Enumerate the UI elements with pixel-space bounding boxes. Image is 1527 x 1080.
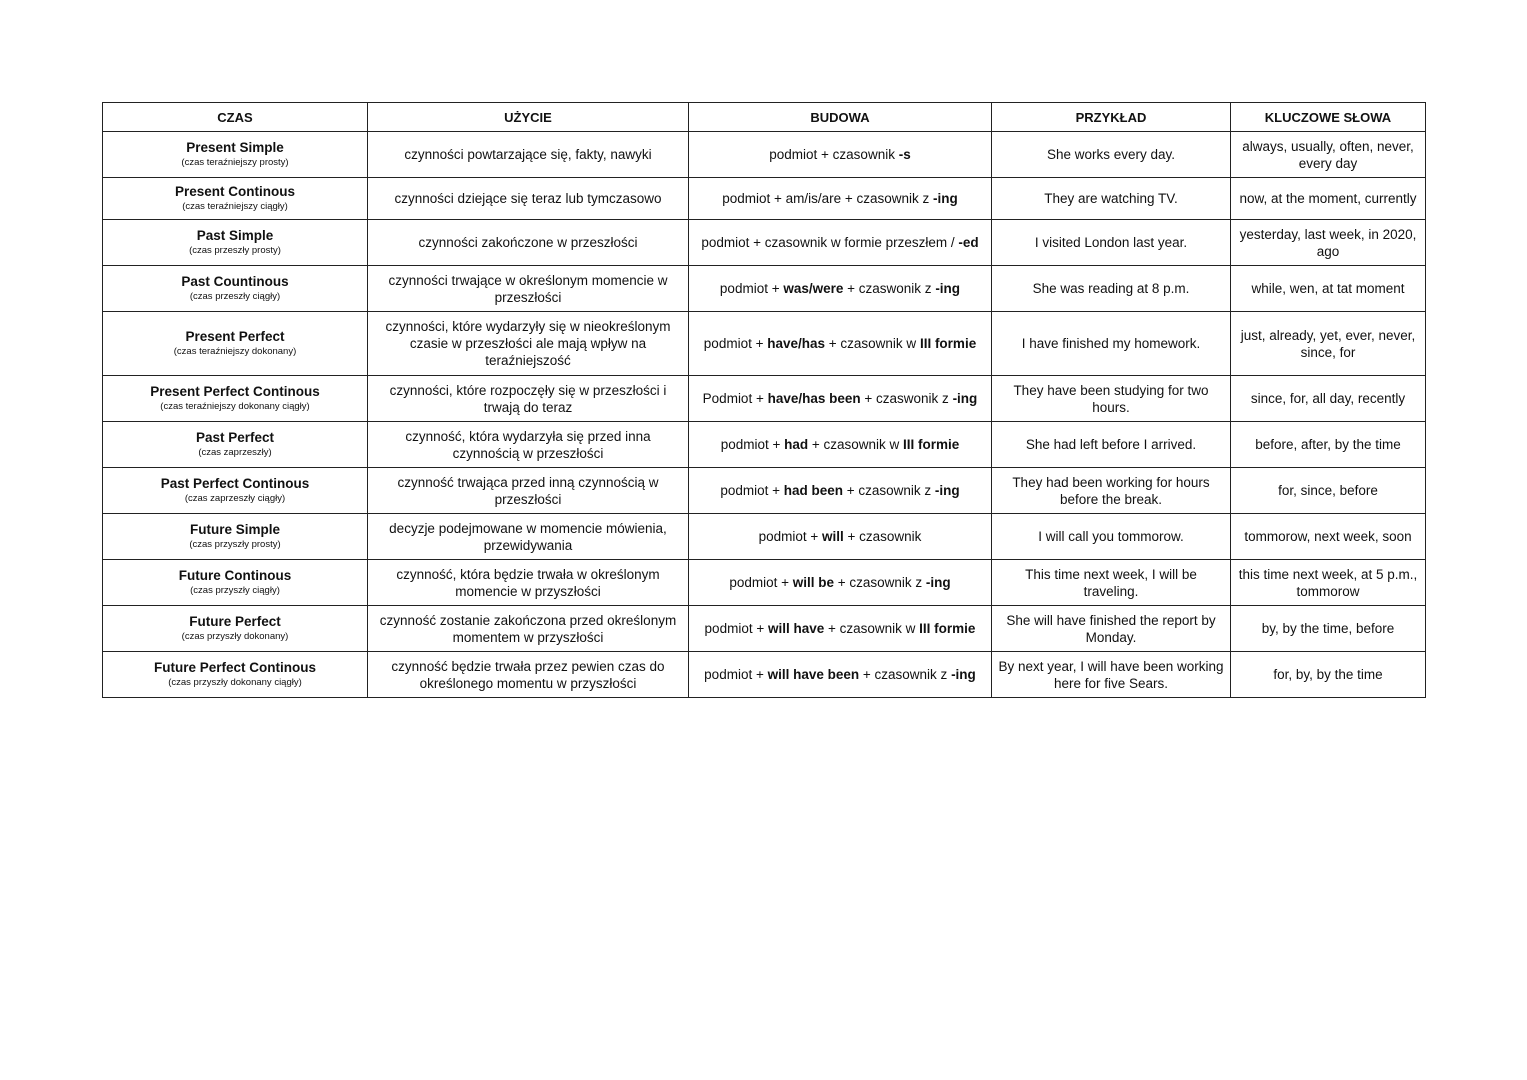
structure-keyword: -s — [898, 147, 911, 162]
tense-name: Future Perfect — [189, 614, 281, 629]
tense-polish-name: (czas przyszły dokonany ciągły) — [168, 677, 302, 688]
structure-text: + czasownik w — [824, 621, 920, 636]
structure-text: podmiot + — [704, 667, 768, 682]
header-uzycie: UŻYCIE — [368, 103, 689, 132]
example-cell: By next year, I will have been working here for five Sears. — [992, 652, 1231, 698]
tense-polish-name: (czas teraźniejszy ciągły) — [182, 201, 288, 212]
structure-text: podmiot + — [719, 281, 784, 296]
structure-keyword: will be — [792, 575, 834, 590]
keywords-cell: for, by, by the time — [1231, 652, 1426, 698]
tense-name: Present Perfect — [185, 329, 285, 344]
structure-cell — [689, 376, 992, 422]
tenses-table — [102, 102, 1426, 698]
example-cell: She had left before I arrived. — [992, 422, 1231, 468]
structure-text: podmiot + — [703, 336, 768, 351]
tense-polish-name: (czas przyszły ciągły) — [190, 585, 280, 596]
tense-cell — [103, 220, 368, 266]
structure-text: podmiot + — [720, 483, 784, 498]
tense-name: Future Perfect Continous — [153, 660, 316, 675]
tense-cell — [103, 178, 368, 220]
example-cell: She was reading at 8 p.m. — [992, 266, 1231, 312]
tense-cell — [103, 132, 368, 178]
structure-text: + czasownik w — [825, 336, 920, 351]
tense-name: Present Perfect Continous — [150, 384, 320, 399]
table-row — [103, 560, 1426, 606]
structure-cell — [689, 468, 992, 514]
usage-cell: czynność zostanie zakończona przed określonym momentem w przyszłości — [368, 606, 689, 652]
tense-polish-name: (czas przyszły prosty) — [189, 539, 281, 550]
keywords-cell: for, since, before — [1231, 468, 1426, 514]
example-cell: She works every day. — [992, 132, 1231, 178]
structure-keyword: -ed — [958, 235, 979, 250]
structure-keyword: will — [821, 529, 844, 544]
structure-text: + czaswonik z — [860, 391, 953, 406]
structure-cell — [689, 132, 992, 178]
tense-name: Present Continous — [174, 184, 295, 199]
tense-polish-name: (czas teraźniejszy prosty) — [181, 157, 289, 168]
structure-keyword: had — [784, 437, 809, 452]
table-row — [103, 652, 1426, 698]
example-cell: She will have finished the report by Monday. — [992, 606, 1231, 652]
usage-cell: czynności, które wydarzyły się w nieokreślonym czasie w przeszłości ale mają wpływ na teraźniejszość — [368, 312, 689, 376]
example-cell: They have been studying for two hours. — [992, 376, 1231, 422]
header-row — [103, 103, 1426, 132]
example-cell: I will call you tommorow. — [992, 514, 1231, 560]
tense-polish-name: (czas zaprzeszły) — [198, 447, 272, 458]
structure-text: podmiot + — [758, 529, 822, 544]
structure-keyword: will have been — [767, 667, 860, 682]
table-row — [103, 178, 1426, 220]
tense-cell — [103, 560, 368, 606]
table-row — [103, 468, 1426, 514]
tense-name: Past Countinous — [181, 274, 289, 289]
structure-keyword: -ing — [933, 191, 958, 206]
structure-keyword: III formie — [919, 621, 976, 636]
tense-name: Past Perfect — [195, 430, 275, 445]
tense-cell — [103, 652, 368, 698]
structure-text: + czasownik z — [843, 483, 935, 498]
structure-keyword: -ing — [934, 483, 960, 498]
table-row — [103, 376, 1426, 422]
tense-polish-name: (czas teraźniejszy dokonany ciągły) — [160, 401, 310, 412]
tense-cell — [103, 376, 368, 422]
structure-keyword: had been — [783, 483, 843, 498]
keywords-cell: always, usually, often, never, every day — [1231, 132, 1426, 178]
tense-cell — [103, 312, 368, 376]
structure-keyword: -ing — [951, 667, 976, 682]
usage-cell: czynność trwająca przed inną czynnością w przeszłości — [368, 468, 689, 514]
tense-name: Future Simple — [189, 522, 280, 537]
table-row — [103, 266, 1426, 312]
table-row — [103, 606, 1426, 652]
tense-cell — [103, 422, 368, 468]
structure-text: podmiot + — [729, 575, 793, 590]
structure-text: + czasownik z — [859, 667, 952, 682]
usage-cell: czynność będzie trwała przez pewien czas do określonego momentu w przyszłości — [368, 652, 689, 698]
header-kluczowe-slowa: KLUCZOWE SŁOWA — [1231, 103, 1426, 132]
table-row — [103, 132, 1426, 178]
structure-text: Podmiot + — [702, 391, 768, 406]
structure-cell — [689, 266, 992, 312]
keywords-cell: by, by the time, before — [1231, 606, 1426, 652]
usage-cell: czynności, które rozpoczęły się w przeszłości i trwają do teraz — [368, 376, 689, 422]
keywords-cell: this time next week, at 5 p.m., tommorow — [1231, 560, 1426, 606]
keywords-cell: just, already, yet, ever, never, since, for — [1231, 312, 1426, 376]
structure-keyword: -ing — [952, 391, 978, 406]
usage-cell: czynności powtarzające się, fakty, nawyki — [368, 132, 689, 178]
example-cell: They are watching TV. — [992, 178, 1231, 220]
header-budowa: BUDOWA — [689, 103, 992, 132]
tense-cell — [103, 606, 368, 652]
structure-text: podmiot + czasownik — [769, 147, 899, 162]
keywords-cell: while, wen, at tat moment — [1231, 266, 1426, 312]
structure-keyword: have/has — [767, 336, 826, 351]
example-cell: I have finished my homework. — [992, 312, 1231, 376]
tense-polish-name: (czas przeszły ciągły) — [189, 291, 281, 302]
structure-keyword: III formie — [919, 336, 977, 351]
structure-keyword: III formie — [903, 437, 960, 452]
example-cell: I visited London last year. — [992, 220, 1231, 266]
table-body — [103, 132, 1426, 698]
keywords-cell: since, for, all day, recently — [1231, 376, 1426, 422]
structure-text: podmiot + czasownik w formie przeszłem / — [701, 235, 959, 250]
table-row — [103, 220, 1426, 266]
structure-keyword: have/has been — [767, 391, 861, 406]
structure-text: podmiot + — [704, 621, 768, 636]
usage-cell: czynności dziejące się teraz lub tymczasowo — [368, 178, 689, 220]
usage-cell: decyzje podejmowane w momencie mówienia, przewidywania — [368, 514, 689, 560]
usage-cell: czynność, która będzie trwała w określonym momencie w przyszłości — [368, 560, 689, 606]
tense-name: Future Continous — [178, 568, 292, 583]
structure-cell — [689, 220, 992, 266]
header-czas: CZAS — [103, 103, 368, 132]
structure-keyword: will have — [767, 621, 825, 636]
table-row — [103, 514, 1426, 560]
example-cell: They had been working for hours before the break. — [992, 468, 1231, 514]
structure-cell — [689, 606, 992, 652]
structure-keyword: -ing — [925, 575, 951, 590]
usage-cell: czynności trwające w określonym momencie w przeszłości — [368, 266, 689, 312]
tense-polish-name: (czas przyszły dokonany) — [181, 631, 289, 642]
structure-cell — [689, 422, 992, 468]
tense-cell — [103, 514, 368, 560]
structure-cell — [689, 652, 992, 698]
keywords-cell: before, after, by the time — [1231, 422, 1426, 468]
example-cell: This time next week, I will be traveling. — [992, 560, 1231, 606]
structure-cell — [689, 178, 992, 220]
header-przyklad: PRZYKŁAD — [992, 103, 1231, 132]
tense-name: Present Simple — [186, 140, 284, 155]
keywords-cell: tommorow, next week, soon — [1231, 514, 1426, 560]
tense-cell — [103, 266, 368, 312]
tense-cell — [103, 468, 368, 514]
structure-text: podmiot + am/is/are + czasownik z — [722, 191, 934, 206]
tense-polish-name: (czas przeszły prosty) — [189, 245, 281, 256]
usage-cell: czynność, która wydarzyła się przed inna czynnością w przeszłości — [368, 422, 689, 468]
structure-text: + czasownik w — [808, 437, 904, 452]
structure-cell — [689, 560, 992, 606]
table-row — [103, 422, 1426, 468]
structure-text: + czasownik — [843, 529, 922, 544]
structure-cell — [689, 312, 992, 376]
tense-name: Past Perfect Continous — [160, 476, 310, 491]
structure-text: + czasownik z — [834, 575, 926, 590]
structure-keyword: -ing — [935, 281, 961, 296]
tense-name: Past Simple — [196, 228, 274, 243]
tense-polish-name: (czas zaprzeszły ciągły) — [184, 493, 286, 504]
structure-keyword: was/were — [783, 281, 844, 296]
structure-cell — [689, 514, 992, 560]
keywords-cell: now, at the moment, currently — [1231, 178, 1426, 220]
keywords-cell: yesterday, last week, in 2020, ago — [1231, 220, 1426, 266]
tense-polish-name: (czas teraźniejszy dokonany) — [173, 346, 297, 357]
usage-cell: czynności zakończone w przeszłości — [368, 220, 689, 266]
structure-text: podmiot + — [720, 437, 785, 452]
table-row — [103, 312, 1426, 376]
structure-text: + czaswonik z — [843, 281, 936, 296]
